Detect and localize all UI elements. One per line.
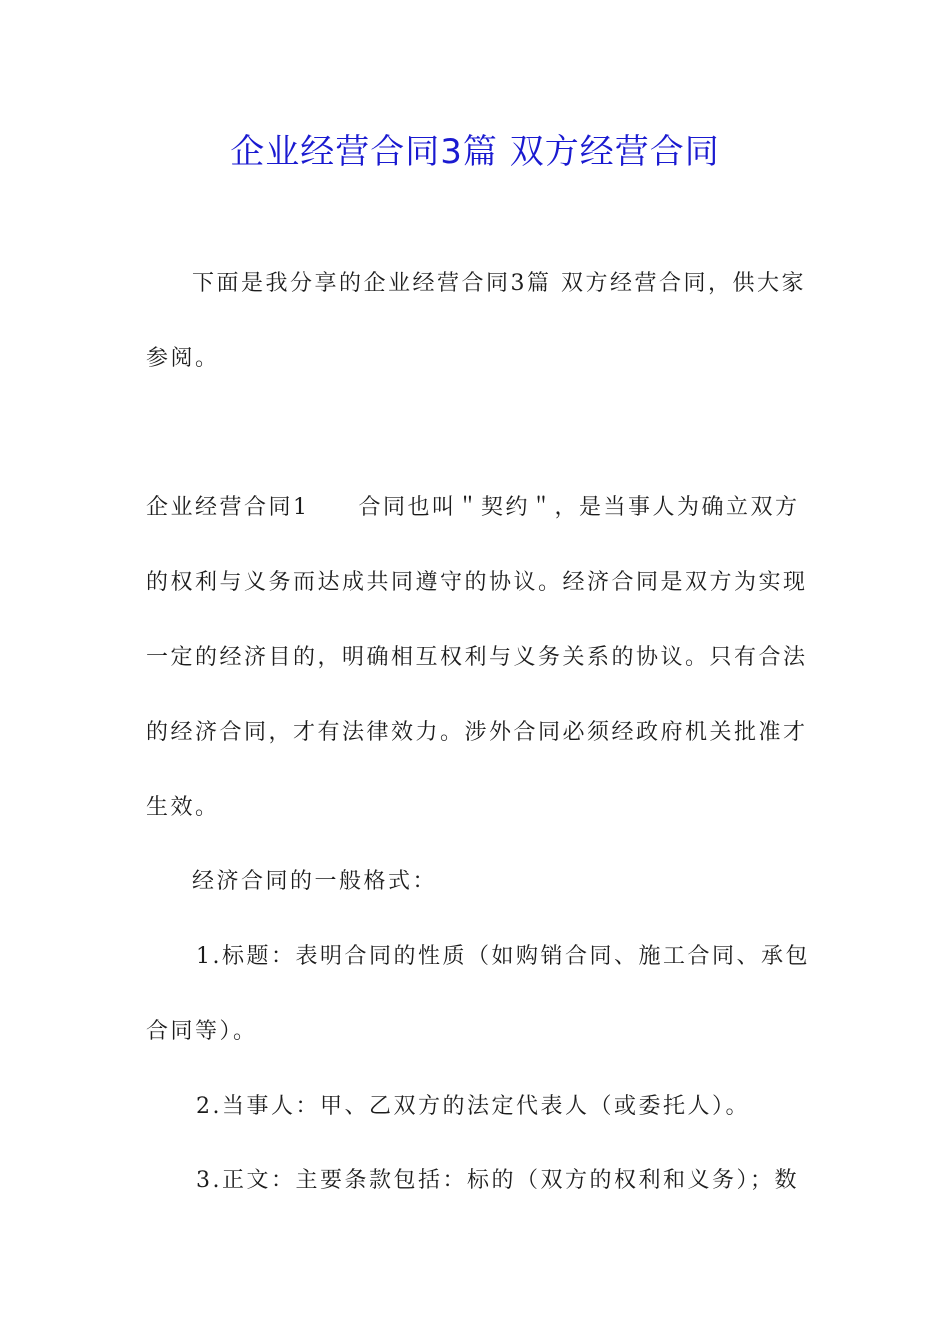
paragraph-line: 的权利与义务而达成共同遵守的协议。经济合同是双方为实现: [146, 570, 808, 595]
paragraph-line: 3.正文：主要条款包括：标的（双方的权利和义务）；数: [196, 1168, 799, 1193]
paragraph-line: 合同等）。: [146, 1019, 258, 1044]
paragraph-line: 生效。: [146, 795, 220, 820]
paragraph-line: 的经济合同，才有法律效力。涉外合同必须经政府机关批准才: [146, 720, 808, 745]
paragraph-line: 下面是我分享的企业经营合同3篇 双方经营合同，供大家: [192, 271, 806, 296]
paragraph-line: 经济合同的一般格式：: [192, 869, 438, 894]
paragraph-line: 企业经营合同1 合同也叫＂契约＂，是当事人为确立双方: [146, 495, 800, 520]
paragraph-line: 1.标题：表明合同的性质（如购销合同、施工合同、承包: [196, 944, 810, 969]
paragraph-line: 一定的经济目的，明确相互权利与义务关系的协议。只有合法: [146, 645, 808, 670]
paragraph-line: 参阅。: [146, 346, 220, 371]
paragraph-line: 2.当事人：甲、乙双方的法定代表人（或委托人）。: [196, 1094, 750, 1119]
document-title: 企业经营合同3篇 双方经营合同: [230, 132, 720, 172]
